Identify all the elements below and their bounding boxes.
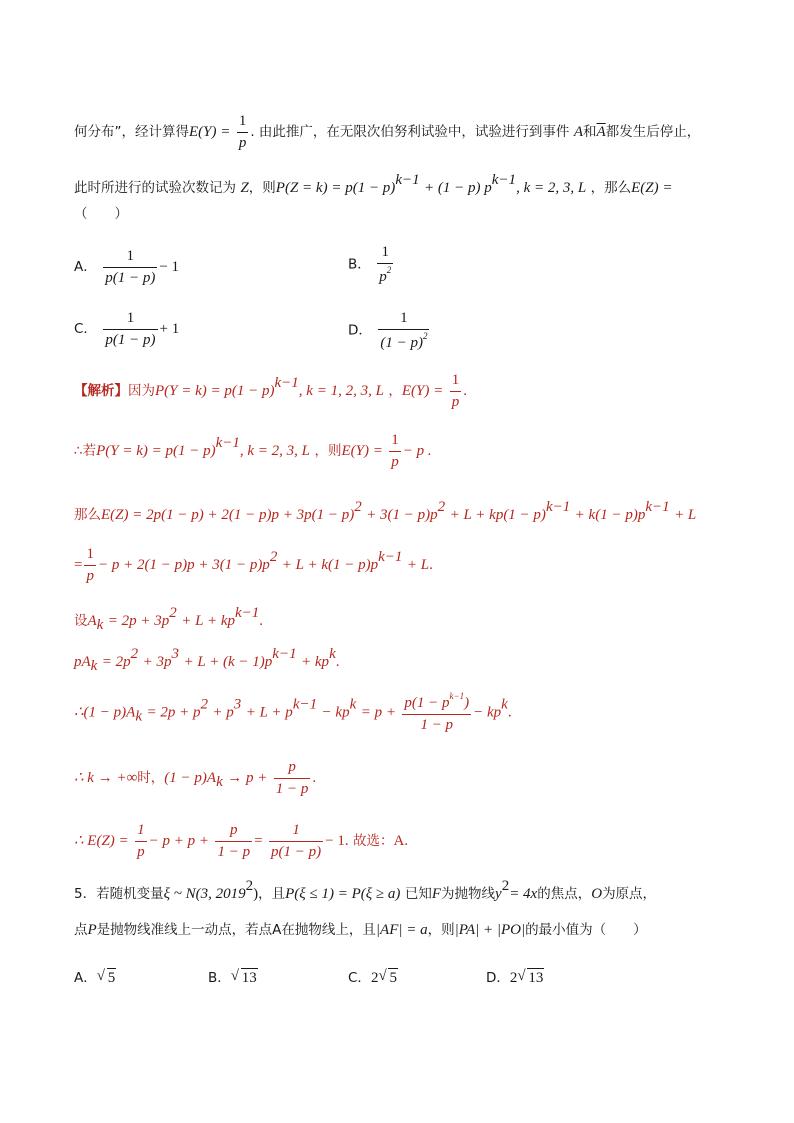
s9-frac2 (215, 822, 252, 860)
p4-option-d[interactable] (348, 310, 431, 351)
s9-n2: p (215, 822, 252, 842)
radical-icon: √ (96, 968, 105, 984)
p4-l2-prefix: 此时所进行的试验次数记为 (74, 180, 236, 196)
p5-l1-eq: = 4x (509, 886, 538, 902)
p4-l1-prefix: 何分布”，经计算得 (74, 124, 189, 140)
p5-l1-focus: 的焦点， (537, 886, 592, 902)
p4-l1-num: 1 (237, 113, 249, 133)
s1-sep: ， (388, 383, 402, 399)
p4-l1-ey: E(Y) = (189, 124, 231, 140)
p4-var-z: Z (240, 180, 249, 196)
s2-exp: k−1 (215, 435, 240, 451)
s7-num-b: ) (464, 695, 470, 711)
s4-den: p (86, 567, 94, 584)
p4-l1-frac (237, 113, 249, 151)
p4-opt-b-den-exp: 2 (386, 264, 392, 275)
p4-opt-d-den-wrap (378, 330, 429, 352)
p4-l2-k: , k = 2, 3, L (516, 180, 587, 196)
s6-d: + L + (k − 1)p (183, 654, 273, 670)
s3-e3: k−1 (545, 499, 571, 515)
s9-b: − p + p + (148, 833, 209, 849)
s7-end: . (507, 704, 512, 721)
radical-icon: √ (230, 968, 239, 984)
solution-line2 (74, 432, 432, 470)
s5-c: + L + kp (181, 613, 235, 629)
p4-opt-c-num: 1 (103, 310, 157, 330)
s4-b: + L + k(1 − p)p (281, 557, 379, 573)
p5-l1-y: y (495, 886, 502, 902)
s9-c: = (254, 833, 263, 849)
solution-line1 (74, 372, 467, 410)
p4-opt-a-frac (103, 248, 157, 286)
s6-sub: k (90, 658, 98, 674)
problem4-line1 (74, 113, 700, 151)
s4-frac (84, 546, 96, 584)
s8-frac (274, 759, 311, 797)
s1-k: , k = 1, 2, 3, L (298, 383, 384, 399)
s4-end: . (429, 557, 433, 573)
p5-opt-c-coef: 2 (370, 970, 379, 986)
p4-l1-den: p (238, 134, 247, 151)
s4-eq: = (74, 557, 83, 573)
p5-l1-e: 2 (245, 878, 254, 894)
s9-ans: A (393, 833, 405, 849)
p5-l2-af: |AF| = a (375, 922, 428, 938)
s4-e1: 2 (269, 549, 278, 565)
s8-end: . (312, 770, 317, 786)
p4-l2-exp1: k−1 (395, 172, 420, 188)
p4-option-b[interactable] (348, 244, 395, 285)
s9-a: ∴ E(Z) = (74, 833, 129, 849)
s2-text: ∴若 (74, 443, 97, 459)
p4-event-abar: $\overline{A}$ (596, 124, 606, 140)
p5-opt-d-coef: 2 (509, 970, 518, 986)
p5-l1-close: ) (253, 886, 259, 902)
solution-line7 (74, 692, 512, 733)
problem4-line2 (74, 173, 673, 196)
s1-ey: E(Y) = (401, 383, 444, 399)
radical-icon: √ (517, 968, 526, 984)
s9-d1: p (137, 843, 145, 860)
p5-l1-known: 已知 (404, 886, 432, 902)
p4-paren: （ ） (74, 206, 128, 222)
s4-num: 1 (84, 546, 96, 566)
p5-l1-cond-pre: ，且 (258, 886, 286, 902)
p5-opt-b-rad: 13 (241, 970, 257, 986)
p4-opt-c-tail: + 1 (159, 321, 180, 337)
p4-opt-d-num: 1 (378, 310, 429, 330)
s1-formula: P(Y = k) = p(1 − p) (155, 383, 275, 399)
p5-opt-c-label: C． (348, 970, 371, 986)
s8-num: p (274, 759, 311, 779)
s7-den: 1 − p (420, 716, 454, 733)
s2-frac (389, 432, 401, 470)
p5-l2-b: 是抛物线准线上一动点，若点A在抛物线上，且 (96, 922, 376, 938)
p5-l1-ye: 2 (501, 878, 510, 894)
p4-opt-d-den-exp: 2 (422, 330, 428, 341)
s3-e4: k−1 (645, 499, 670, 515)
s7-num-a: p(1 − p (404, 695, 450, 711)
s2-k: , k = 2, 3, L (239, 443, 311, 459)
p4-opt-c-label: C． (74, 321, 97, 337)
p4-opt-a-tail: − 1 (159, 259, 180, 275)
p4-opt-a-label: A． (74, 259, 97, 275)
s3-c: + L + kp(1 − p) (449, 507, 546, 523)
s1-num: 1 (450, 372, 462, 392)
p5-l1-xi: ξ ~ N(3, 2019 (163, 886, 246, 902)
p5-opt-b-sqrt (231, 970, 258, 987)
p4-opt-d-label: D． (348, 322, 372, 339)
p4-l2-plus: + (1 − p) p (424, 180, 492, 196)
s9-end: . (404, 833, 409, 849)
solution-line9 (74, 822, 408, 860)
s3-e1: 2 (354, 499, 362, 515)
p5-opt-a-rad: 5 (107, 970, 116, 986)
s6-e1: 2 (130, 646, 139, 662)
p4-opt-c-frac (103, 310, 157, 348)
p4-event-a: A (573, 124, 584, 140)
p5-l1-end: 为原点， (602, 886, 657, 902)
s7-sub: k (135, 708, 142, 725)
s7-e4: k (349, 696, 357, 713)
p4-l2-end: ，那么 (590, 180, 632, 196)
p4-l1-suffix: . 由此推广，在无限次伯努利试验中，试验进行到事件 (250, 124, 570, 140)
s3-a: E(Z) = 2p(1 − p) + 2(1 − p)p + 3p(1 − p) (101, 507, 355, 523)
p5-opt-a-label: A． (74, 970, 97, 986)
s3-d: + k(1 − p)p (574, 507, 646, 523)
p5-l1-o: O (591, 886, 603, 902)
p4-opt-a-num: 1 (103, 248, 157, 268)
s7-e2: 3 (233, 696, 242, 713)
p4-opt-b-num: 1 (377, 244, 393, 264)
p5-l2-c: ，则 (427, 922, 455, 938)
s3-text: 那么 (74, 507, 101, 523)
p4-opt-b-den: p (379, 268, 387, 285)
s7-e3: k−1 (292, 696, 318, 713)
s1-frac (450, 372, 462, 410)
s5-text: 设 (74, 613, 88, 629)
s5-b: = 2p + 3p (107, 613, 170, 629)
p5-opt-a-sqrt (97, 970, 117, 987)
s4-a: − p + 2(1 − p)p + 3(1 − p)p (97, 557, 270, 573)
p4-opt-b-label: B． (348, 256, 371, 273)
s2-tail: − p . (402, 443, 432, 459)
s9-d3: p(1 − p) (271, 843, 322, 860)
s5-e1: 2 (169, 605, 177, 621)
s1-end: . (463, 383, 467, 399)
s9-frac3 (269, 822, 323, 860)
s5-e2: k−1 (234, 605, 260, 621)
p5-l1-mid: 为抛物线 (441, 886, 496, 902)
p5-opt-c-sqrt (378, 970, 398, 987)
s9-choose: 故选： (353, 833, 394, 849)
p4-opt-d-frac (378, 310, 429, 351)
s2-formula: P(Y = k) = p(1 − p) (96, 443, 216, 459)
s3-e2: 2 (437, 499, 446, 515)
s6-f: + kp (301, 654, 330, 670)
radical-icon: √ (378, 968, 387, 984)
s6-e2: 3 (171, 646, 179, 662)
p5-option-b[interactable] (208, 966, 258, 987)
p5-l2-p: P (87, 922, 97, 938)
s7-b: = 2p + p (146, 704, 201, 721)
s5-sub: k (96, 617, 104, 633)
s8-b: (1 − p)A (164, 770, 217, 786)
problem5-line2 (74, 923, 647, 938)
s2-then: ，则 (314, 443, 342, 459)
s7-num-e: k−1 (449, 691, 465, 701)
s7-d: + L + p (245, 704, 293, 721)
p5-l1-cond: P(ξ ≤ 1) = P(ξ ≥ a) (285, 886, 401, 902)
s9-n1: 1 (135, 822, 147, 842)
s8-c: → p + (227, 770, 268, 786)
solution-tag: 【解析】 (74, 383, 128, 399)
s3-f: + L (674, 507, 697, 523)
p4-l2-exp2: k−1 (491, 172, 517, 188)
s8-a: ∴ k → +∞ (74, 770, 138, 786)
solution-line4 (74, 546, 433, 584)
p4-l2-mid: ，则 (248, 180, 276, 196)
s8-when: 时， (137, 770, 165, 786)
s7-frac (402, 692, 471, 733)
s6-end: . (335, 654, 340, 670)
s6-a: pA (74, 654, 91, 670)
p5-opt-d-sqrt (517, 970, 544, 987)
s7-f: − kp (321, 704, 350, 721)
p4-opt-b-frac (377, 244, 393, 285)
p5-l1-f: F (431, 886, 442, 902)
solution-line6 (74, 647, 339, 674)
s7-c: + p (212, 704, 234, 721)
s9-dot: . (344, 833, 349, 849)
s1-exp: k−1 (274, 375, 299, 391)
p4-and: 和 (583, 124, 597, 140)
p5-opt-c-rad: 5 (389, 970, 397, 986)
p5-option-c[interactable] (348, 966, 398, 987)
p4-l1-end: 都发生后停止， (605, 124, 701, 140)
s6-e4: k (329, 646, 336, 662)
s7-a: ∴(1 − p)A (74, 704, 136, 721)
s5-a: A (87, 613, 97, 629)
solution-line8 (74, 759, 316, 797)
s4-c: + L (406, 557, 430, 573)
s7-h: − kp (473, 704, 502, 721)
p5-l1-num: 5．若随机变量 (74, 886, 164, 902)
p5-opt-b-label: B． (208, 970, 231, 986)
p4-option-c[interactable] (74, 310, 179, 348)
s7-g: = p + (360, 704, 396, 721)
p5-option-d[interactable] (486, 966, 544, 987)
p4-l2-ez: E(Z) = (631, 180, 673, 196)
p5-option-a[interactable] (74, 966, 116, 987)
p4-opt-a-den: p(1 − p) (105, 269, 156, 286)
p4-opt-b-den-wrap (377, 264, 393, 286)
s9-d: − 1 (325, 833, 345, 849)
s6-c: + 3p (142, 654, 172, 670)
solution-line5 (74, 606, 263, 633)
s3-b: + 3(1 − p)p (366, 507, 438, 523)
s9-n3: 1 (269, 822, 323, 842)
s8-den: 1 − p (275, 780, 309, 797)
s2-den: p (391, 453, 399, 470)
p5-opt-d-label: D． (486, 970, 510, 986)
p5-l2-a: 点 (74, 922, 88, 938)
s9-d2: 1 − p (217, 843, 251, 860)
s9-frac1 (135, 822, 147, 860)
s6-b: = 2p (101, 654, 131, 670)
s5-end: . (259, 613, 264, 629)
p4-opt-c-den: p(1 − p) (105, 331, 156, 348)
p5-opt-d-rad: 13 (528, 970, 544, 986)
solution-line3 (74, 500, 696, 523)
p5-l2-sum: |PA| + |PO| (454, 922, 526, 938)
s4-e2: k−1 (378, 549, 403, 565)
problem5-line1 (74, 879, 656, 902)
p4-option-a[interactable] (74, 248, 179, 286)
s7-num (402, 692, 471, 715)
s2-ey: E(Y) = (341, 443, 383, 459)
s8-sub: k (216, 774, 223, 790)
s6-e3: k−1 (272, 646, 297, 662)
s7-e5: k (501, 696, 508, 713)
s1-text: 因为 (128, 383, 155, 399)
p4-l2-formula: P(Z = k) = p(1 − p) (275, 180, 396, 196)
p5-l2-d: 的最小值为（ ） (525, 922, 647, 938)
s1-den: p (451, 393, 460, 410)
p4-opt-d-den: (1 − p) (380, 334, 423, 351)
s7-e1: 2 (200, 696, 208, 713)
s2-num: 1 (389, 432, 401, 452)
